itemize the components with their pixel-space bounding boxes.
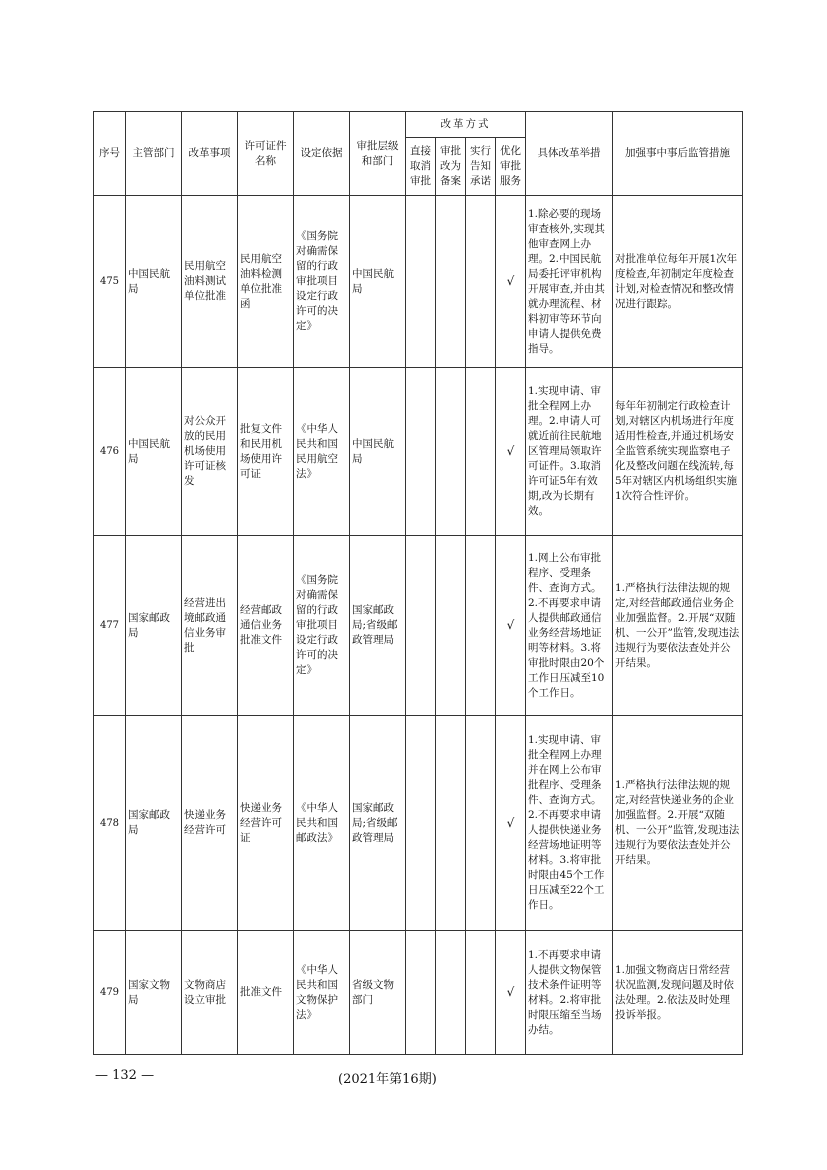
- header-reform-group: 改革方式: [406, 112, 526, 138]
- header-dept: 主管部门: [126, 112, 182, 196]
- row-license: 批复文件和民用机场使用许可证: [238, 368, 294, 536]
- row-optimize-check: √: [496, 368, 526, 536]
- row-commit: [466, 368, 496, 536]
- row-optimize-check: √: [496, 536, 526, 716]
- row-item: 快递业务经营许可: [182, 716, 238, 931]
- header-filing: 审批改为备案: [436, 138, 466, 196]
- row-filing: [436, 368, 466, 536]
- header-commit: 实行告知承诺: [466, 138, 496, 196]
- row-license: 快递业务经营许可证: [238, 716, 294, 931]
- header-measures: 具体改革举措: [526, 112, 613, 196]
- row-seq: 477: [94, 536, 126, 716]
- header-level: 审批层级和部门: [350, 112, 406, 196]
- row-basis: 《中华人民共和国文物保护法》: [294, 931, 350, 1055]
- row-commit: [466, 931, 496, 1055]
- header-optimize: 优化审批服务: [496, 138, 526, 196]
- row-filing: [436, 716, 466, 931]
- row-supervision: 1.加强文物商店日常经营状况监测,发现问题及时依法处理。2.依法及时处理投诉举报。: [613, 931, 743, 1055]
- row-basis: 《国务院对确需保留的行政审批项目设定行政许可的决定》: [294, 196, 350, 368]
- row-filing: [436, 196, 466, 368]
- header-license: 许可证件名称: [238, 112, 294, 196]
- header-cancel: 直接取消审批: [406, 138, 436, 196]
- row-dept: 中国民航局: [126, 196, 182, 368]
- row-level: 中国民航局: [350, 368, 406, 536]
- row-seq: 475: [94, 196, 126, 368]
- row-supervision: 每年年初制定行政检查计划,对辖区内机场进行年度适用性检查,并通过机场安全监管系统实现监察电子化及整改问题在线流转,每5年对辖区内机场组织实施1次符合性评价。: [613, 368, 743, 536]
- row-license: 经营邮政通信业务批准文件: [238, 536, 294, 716]
- row-level: 国家邮政局;省级邮政管理局: [350, 536, 406, 716]
- row-supervision: 对批准单位每年开展1次年度检查,年初制定年度检查计划,对检查情况和整改情况进行跟踪。: [613, 196, 743, 368]
- row-item: 文物商店设立审批: [182, 931, 238, 1055]
- row-level: 国家邮政局;省级邮政管理局: [350, 716, 406, 931]
- row-measures: 1.不再要求申请人提供文物保管技术条件证明等材料。2.将审批时限压缩至当场办结。: [526, 931, 613, 1055]
- row-seq: 478: [94, 716, 126, 931]
- row-item: 民用航空油料测试单位批准: [182, 196, 238, 368]
- table-row: [94, 536, 743, 716]
- row-cancel: [406, 931, 436, 1055]
- row-supervision: 1.严格执行法律法规的规定,对经营邮政通信业务企业加强监督。2.开展“双随机、一公开”监管,发现违法违规行为要依法查处并公开结果。: [613, 536, 743, 716]
- row-commit: [466, 716, 496, 931]
- row-level: 中国民航局: [350, 196, 406, 368]
- row-measures: 1.除必要的现场审查核外,实现其他审查网上办理。2.中国民航局委托评审机构开展审查,并由其就办理流程、材料初审等环节向申请人提供免费指导。: [526, 196, 613, 368]
- row-commit: [466, 536, 496, 716]
- row-cancel: [406, 196, 436, 368]
- row-license: 民用航空油料检测单位批准函: [238, 196, 294, 368]
- row-optimize-check: √: [496, 196, 526, 368]
- table-row: [94, 196, 743, 368]
- row-dept: 中国民航局: [126, 368, 182, 536]
- row-measures: 1.实现申请、审批全程网上办理。2.申请人可就近前往民航地区管理局领取许可证件。3.取消许可证5年有效期,改为长期有效。: [526, 368, 613, 536]
- row-license: 批准文件: [238, 931, 294, 1055]
- row-measures: 1.实现申请、审批全程网上办理并在网上公布审批程序、受理条件、查询方式。2.不再要求申请人提供快递业务经营场地证明等材料。3.将审批时限由45个工作日压减至22个工作日。: [526, 716, 613, 931]
- row-cancel: [406, 536, 436, 716]
- row-basis: 《中华人民共和国邮政法》: [294, 716, 350, 931]
- row-cancel: [406, 368, 436, 536]
- row-optimize-check: √: [496, 931, 526, 1055]
- row-seq: 476: [94, 368, 126, 536]
- row-measures: 1.网上公布审批程序、受理条件、查询方式。2.不再要求申请人提供邮政通信业务经营场地证明等材料。3.将审批时限由20个工作日压减至10个工作日。: [526, 536, 613, 716]
- row-dept: 国家邮政局: [126, 716, 182, 931]
- table-row: [94, 931, 743, 1055]
- header-seq: 序号: [94, 112, 126, 196]
- row-filing: [436, 931, 466, 1055]
- row-item: 对公众开放的民用机场使用许可证核发: [182, 368, 238, 536]
- reform-table: [93, 111, 743, 1055]
- row-basis: 《国务院对确需保留的行政审批项目设定行政许可的决定》: [294, 536, 350, 716]
- table-row: [94, 716, 743, 931]
- row-commit: [466, 196, 496, 368]
- issue-label: (2021年第16期): [338, 1072, 437, 1087]
- row-level: 省级文物部门: [350, 931, 406, 1055]
- table-row: [94, 368, 743, 536]
- row-dept: 国家文物局: [126, 931, 182, 1055]
- row-filing: [436, 536, 466, 716]
- page-number: — 132 —: [95, 1068, 155, 1083]
- row-supervision: 1.严格执行法律法规的规定,对经营快递业务的企业加强监督。2.开展“双随机、一公开”监管,发现违法违规行为要依法查处并公开结果。: [613, 716, 743, 931]
- header-supervision: 加强事中事后监管措施: [613, 112, 743, 196]
- row-seq: 479: [94, 931, 126, 1055]
- header-item: 改革事项: [182, 112, 238, 196]
- row-dept: 国家邮政局: [126, 536, 182, 716]
- header-basis: 设定依据: [294, 112, 350, 196]
- row-optimize-check: √: [496, 716, 526, 931]
- row-cancel: [406, 716, 436, 931]
- row-item: 经营进出境邮政通信业务审批: [182, 536, 238, 716]
- row-basis: 《中华人民共和国民用航空法》: [294, 368, 350, 536]
